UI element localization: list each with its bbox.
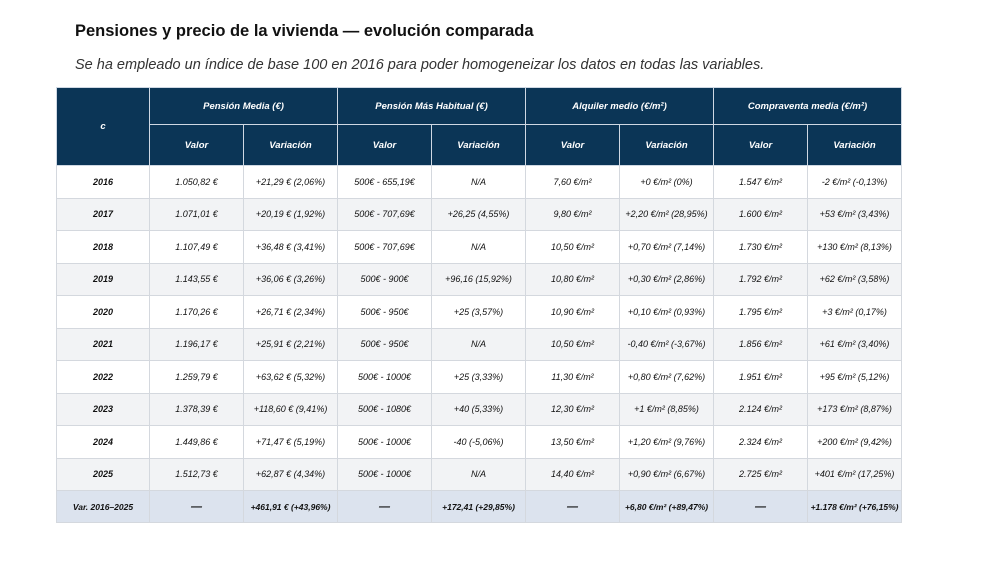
value-cell: 10,80 €/m² <box>526 263 620 296</box>
variation-cell: +36,48 € (3,41%) <box>244 231 338 264</box>
variation-cell: +26,25 (4,55%) <box>432 198 526 231</box>
value-cell: 14,40 €/m² <box>526 458 620 491</box>
total-row <box>57 491 902 523</box>
variation-cell: +130 €/m² (8,13%) <box>808 231 902 264</box>
value-cell: 500€ - 900€ <box>338 263 432 296</box>
year-cell: 2017 <box>57 198 150 231</box>
variation-cell: +95 €/m² (5,12%) <box>808 361 902 394</box>
variation-cell: +0,30 €/m² (2,86%) <box>620 263 714 296</box>
table-row <box>57 166 902 199</box>
subheader-variacion: Variación <box>620 125 714 166</box>
group-header-pension-habitual: Pensión Más Habitual (€) <box>338 88 526 125</box>
total-variation-cell: +6,80 €/m² (+89,47%) <box>620 491 714 523</box>
year-cell: 2021 <box>57 328 150 361</box>
value-cell: 1.259,79 € <box>150 361 244 394</box>
variation-cell: +25 (3,57%) <box>432 296 526 329</box>
total-variation-cell: +461,91 € (+43,96%) <box>244 491 338 523</box>
variation-cell: -40 (-5,06%) <box>432 426 526 459</box>
table-row <box>57 296 902 329</box>
value-cell: 10,90 €/m² <box>526 296 620 329</box>
variation-cell: +173 €/m² (8,87%) <box>808 393 902 426</box>
year-cell: 2024 <box>57 426 150 459</box>
value-cell: 500€ - 1080€ <box>338 393 432 426</box>
year-cell: 2022 <box>57 361 150 394</box>
value-cell: 1.856 €/m² <box>714 328 808 361</box>
variation-cell: -2 €/m² (-0,13%) <box>808 166 902 199</box>
value-cell: 500€ - 1000€ <box>338 458 432 491</box>
variation-cell: +26,71 € (2,34%) <box>244 296 338 329</box>
value-cell: 1.050,82 € <box>150 166 244 199</box>
table-row <box>57 458 902 491</box>
variation-cell: -0,40 €/m² (-3,67%) <box>620 328 714 361</box>
value-cell: 1.600 €/m² <box>714 198 808 231</box>
variation-cell: +0 €/m² (0%) <box>620 166 714 199</box>
value-cell: 1.795 €/m² <box>714 296 808 329</box>
value-cell: 1.547 €/m² <box>714 166 808 199</box>
corner-header: c <box>57 88 150 166</box>
value-cell: 1.196,17 € <box>150 328 244 361</box>
group-header-compraventa: Compraventa media (€/m²) <box>714 88 902 125</box>
table-row <box>57 361 902 394</box>
value-cell: 11,30 €/m² <box>526 361 620 394</box>
value-cell: 500€ - 1000€ <box>338 426 432 459</box>
variation-cell: +53 €/m² (3,43%) <box>808 198 902 231</box>
total-label: Var. 2016–2025 <box>57 491 150 523</box>
year-cell: 2019 <box>57 263 150 296</box>
total-variation-cell: +1.178 €/m² (+76,15%) <box>808 491 902 523</box>
table-row <box>57 426 902 459</box>
year-cell: 2025 <box>57 458 150 491</box>
table-row <box>57 198 902 231</box>
value-cell: 1.071,01 € <box>150 198 244 231</box>
variation-cell: +0,80 €/m² (7,62%) <box>620 361 714 394</box>
value-cell: 13,50 €/m² <box>526 426 620 459</box>
value-cell: 9,80 €/m² <box>526 198 620 231</box>
value-cell: 2.725 €/m² <box>714 458 808 491</box>
variation-cell: +401 €/m² (17,25%) <box>808 458 902 491</box>
subheader-valor: Valor <box>150 125 244 166</box>
value-cell: 2.324 €/m² <box>714 426 808 459</box>
variation-cell: N/A <box>432 166 526 199</box>
subheader-variacion: Variación <box>432 125 526 166</box>
variation-cell: +62,87 € (4,34%) <box>244 458 338 491</box>
value-cell: 2.124 €/m² <box>714 393 808 426</box>
value-cell: 500€ - 707,69€ <box>338 198 432 231</box>
comparison-table <box>56 87 902 523</box>
value-cell: 1.512,73 € <box>150 458 244 491</box>
variation-cell: N/A <box>432 458 526 491</box>
variation-cell: +63,62 € (5,32%) <box>244 361 338 394</box>
value-cell: 500€ - 707,69€ <box>338 231 432 264</box>
variation-cell: +0,10 €/m² (0,93%) <box>620 296 714 329</box>
year-cell: 2016 <box>57 166 150 199</box>
group-header-pension-media: Pensión Media (€) <box>150 88 338 125</box>
variation-cell: +1,20 €/m² (9,76%) <box>620 426 714 459</box>
table-row <box>57 231 902 264</box>
year-cell: 2018 <box>57 231 150 264</box>
total-variation-cell: +172,41 (+29,85%) <box>432 491 526 523</box>
variation-cell: +25,91 € (2,21%) <box>244 328 338 361</box>
value-cell: 500€ - 950€ <box>338 296 432 329</box>
value-cell: 1.170,26 € <box>150 296 244 329</box>
variation-cell: +36,06 € (3,26%) <box>244 263 338 296</box>
variation-cell: +62 €/m² (3,58%) <box>808 263 902 296</box>
value-cell: 500€ - 1000€ <box>338 361 432 394</box>
subheader-valor: Valor <box>338 125 432 166</box>
value-cell: 500€ - 655,19€ <box>338 166 432 199</box>
value-cell: 1.792 €/m² <box>714 263 808 296</box>
value-cell: 1.143,55 € <box>150 263 244 296</box>
value-cell: 12,30 €/m² <box>526 393 620 426</box>
subheader-valor: Valor <box>714 125 808 166</box>
subheader-variacion: Variación <box>244 125 338 166</box>
table-row <box>57 328 902 361</box>
variation-cell: +1 €/m² (8,85%) <box>620 393 714 426</box>
variation-cell: N/A <box>432 328 526 361</box>
table-body <box>57 166 902 523</box>
total-value-cell: — <box>714 491 808 523</box>
variation-cell: +61 €/m² (3,40%) <box>808 328 902 361</box>
table-row <box>57 393 902 426</box>
variation-cell: +2,20 €/m² (28,95%) <box>620 198 714 231</box>
year-cell: 2023 <box>57 393 150 426</box>
page-title: Pensiones y precio de la vivienda — evolución comparada <box>75 22 534 40</box>
variation-cell: +96,16 (15,92%) <box>432 263 526 296</box>
variation-cell: N/A <box>432 231 526 264</box>
value-cell: 1.378,39 € <box>150 393 244 426</box>
value-cell: 1.951 €/m² <box>714 361 808 394</box>
subheader-variacion: Variación <box>808 125 902 166</box>
year-cell: 2020 <box>57 296 150 329</box>
variation-cell: +21,29 € (2,06%) <box>244 166 338 199</box>
variation-cell: +200 €/m² (9,42%) <box>808 426 902 459</box>
variation-cell: +118,60 € (9,41%) <box>244 393 338 426</box>
value-cell: 7,60 €/m² <box>526 166 620 199</box>
page-subtitle: Se ha empleado un índice de base 100 en 2016 para poder homogeneizar los datos en todas las variables. <box>75 57 765 73</box>
variation-cell: +0,90 €/m² (6,67%) <box>620 458 714 491</box>
total-value-cell: — <box>338 491 432 523</box>
variation-cell: +3 €/m² (0,17%) <box>808 296 902 329</box>
value-cell: 10,50 €/m² <box>526 328 620 361</box>
value-cell: 10,50 €/m² <box>526 231 620 264</box>
variation-cell: +71,47 € (5,19%) <box>244 426 338 459</box>
variation-cell: +0,70 €/m² (7,14%) <box>620 231 714 264</box>
variation-cell: +20,19 € (1,92%) <box>244 198 338 231</box>
value-cell: 1.730 €/m² <box>714 231 808 264</box>
total-value-cell: — <box>150 491 244 523</box>
table-row <box>57 263 902 296</box>
subheader-valor: Valor <box>526 125 620 166</box>
value-cell: 1.449,86 € <box>150 426 244 459</box>
total-value-cell: — <box>526 491 620 523</box>
variation-cell: +40 (5,33%) <box>432 393 526 426</box>
variation-cell: +25 (3,33%) <box>432 361 526 394</box>
value-cell: 1.107,49 € <box>150 231 244 264</box>
value-cell: 500€ - 950€ <box>338 328 432 361</box>
group-header-alquiler: Alquiler medio (€/m²) <box>526 88 714 125</box>
